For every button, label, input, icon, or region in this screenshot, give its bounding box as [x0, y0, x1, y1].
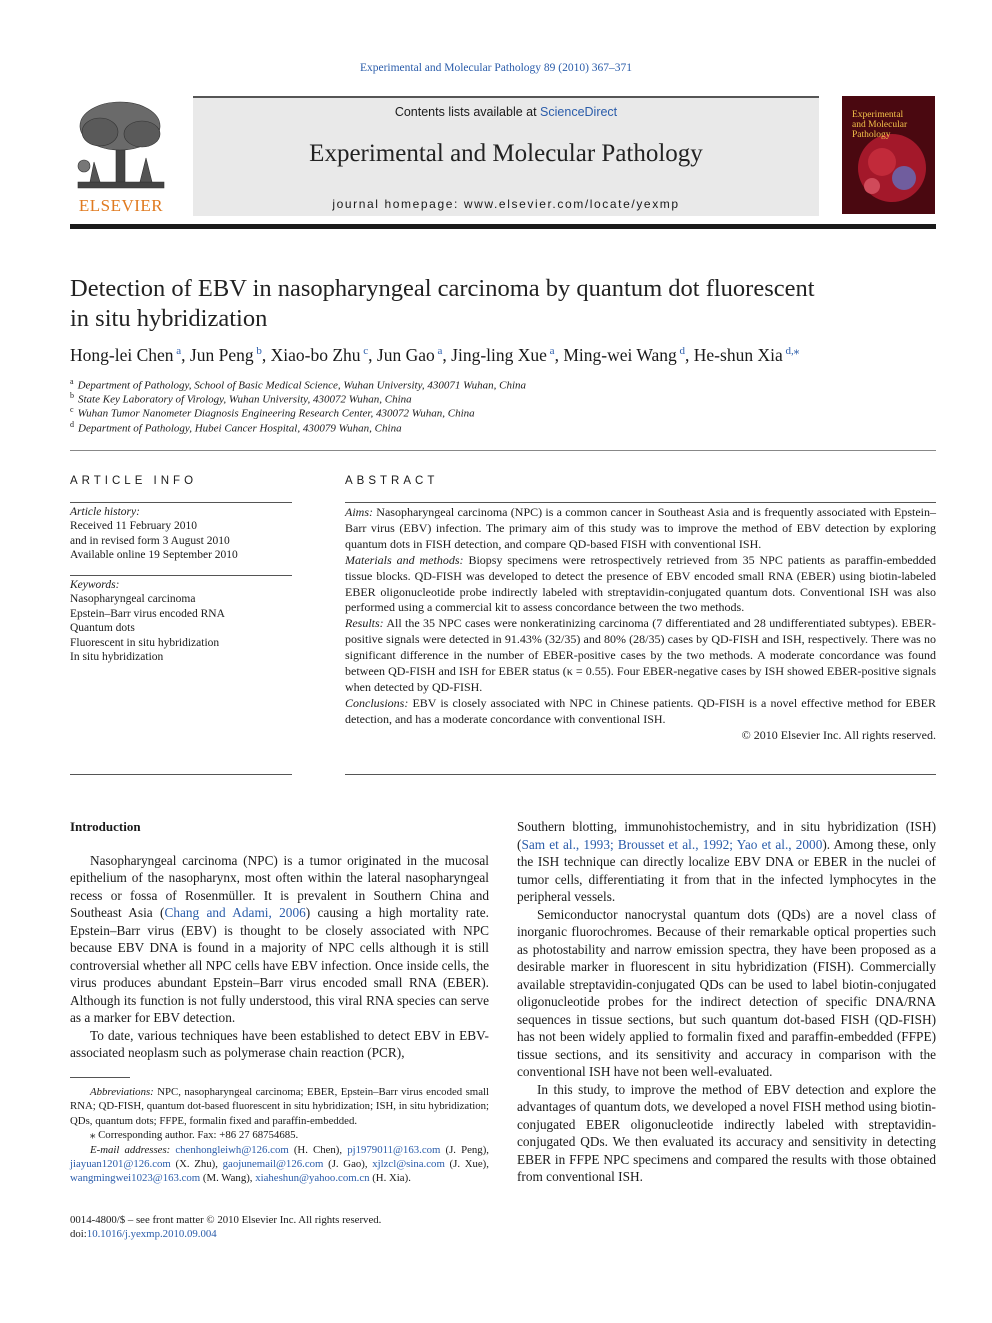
email-link[interactable]: pj1979011@163.com — [347, 1143, 441, 1156]
body-text: Southern blotting, immunohistochemistry, and in situ hybridization (ISH) ( — [517, 819, 936, 852]
email-link[interactable]: gaojunemail@126.com — [222, 1158, 324, 1171]
journal-cover-image — [842, 96, 935, 214]
email-link[interactable]: chenhongleiwh@126.com — [175, 1143, 289, 1156]
journal-title: Experimental and Molecular Pathology — [309, 140, 703, 167]
author-name: He-shun Xia — [693, 344, 783, 365]
body-text: ). Among these, only the ISH technique can directly localize EBV DNA or EBER in the nuclei of tumor cells, differentiating it from that in the infected lymphocytes in the peripheral vessels. — [517, 836, 937, 904]
footnote-abbreviations: Abbreviations: NPC, nasopharyngeal carcinoma; EBER, Epstein–Barr virus encoded small RNA; QD-FISH, quantum dot-based fluorescent in situ hybridization; ISH, in situ hybridization; QDs, quantum dots; FFPE, formalin fixed and paraffin-embedded. — [70, 1086, 489, 1127]
history-online: Available online 19 September 2010 — [70, 549, 238, 562]
body-column-right — [517, 818, 936, 1186]
email-owner: (H. Chen), — [288, 1143, 348, 1156]
footnotes — [70, 1085, 489, 1186]
abstract-methods: Materials and methods: Biopsy specimens were retrospectively retrieved from 35 NPC patients as paraffin-embedded tissue blocks. QD-FISH was developed to detect the presence of EBV encoded small RNA (EBER) using biotin-labeled EBER oligonucleotide probe indirectly labeled with streptavidin-conjugated quantum dots. Conventional ISH was also performed using a commercial kit to assess concordance between the two methods. — [345, 552, 937, 615]
keyword: Quantum dots — [70, 622, 135, 635]
affiliation-d: $^d$ Department of Pathology, Hubei Cancer Hospital, 430079 Wuhan, China — [70, 420, 402, 435]
author-affiliation-marker[interactable]: d — [676, 345, 686, 357]
author-name: Jun Gao — [376, 344, 435, 365]
keywords — [70, 578, 292, 664]
reference-link[interactable]: Sam et al., 1993; Brousset et al., 1992; Yao et al., 2000 — [521, 836, 823, 852]
footnote-rule — [70, 1077, 130, 1078]
title-divider — [70, 450, 936, 451]
author-affiliation-marker[interactable]: a — [546, 345, 555, 357]
email-owner: (J. Xue), — [444, 1158, 489, 1171]
author-name: Jun Peng — [189, 344, 254, 365]
header-rule — [70, 224, 936, 229]
email-owner: (J. Peng), — [440, 1143, 489, 1156]
abstract-body — [345, 505, 936, 744]
body-paragraph: Semiconductor nanocrystal quantum dots (QDs) are a novel class of inorganic fluorochromes. Because of their remarkable optical properties such as photostability and narrow emission spectra, they have been proposed as a desirable marker in fluorescent in situ hybridization (FISH). Commercially available streptavidin-conjugated QDs can be used to label biotin-conjugated oligonucleotide probes for the indirect detection of specific DNA/RNA sequences in tissue sections, but such quantum dot-based FISH (QD-FISH) has not been widely applied to formalin fixed and paraffin-embedded (FFPE) tissue sections, and its sensitivity and accuracy in comparison with the conventional ISH have not been well-evaluated. — [517, 906, 936, 1079]
contents-line — [193, 105, 819, 119]
email-owner: (J. Gao), — [323, 1158, 373, 1171]
keyword: Fluorescent in situ hybridization — [70, 636, 220, 649]
abstract-divider — [345, 502, 936, 503]
abstract-conclusions: Conclusions: EBV is closely associated with NPC in Chinese patients. QD-FISH is a novel effective method for EBER detection, and has a moderate concordance with conventional ISH. — [345, 695, 936, 726]
keyword: In situ hybridization — [70, 651, 164, 664]
author-name: Xiao-bo Zhu — [270, 344, 361, 365]
info-divider — [70, 575, 292, 576]
email-owner: (M. Wang), — [200, 1172, 256, 1185]
sciencedirect-link[interactable]: ScienceDirect — [540, 105, 618, 119]
body-paragraph — [70, 852, 489, 1027]
author-affiliation-marker[interactable]: a — [173, 345, 182, 357]
email-owner: (H. Xia). — [369, 1172, 411, 1185]
author-affiliation-marker[interactable]: d,⁎ — [782, 345, 800, 357]
email-link[interactable]: wangmingwei1023@163.com — [70, 1172, 201, 1185]
abstract-results: Results: All the 35 NPC cases were nonkeratinizing carcinoma (7 differentiated and 28 undifferentiated subtypes). EBER-positive signals were detected in 91.43% (32/35) and 80% (28/35) cases by QD-FISH and ISH, respectively. There was no significant difference in the number of EBER-positive cases by the two methods. A moderate concordance was found between QD-FISH and ISH for EBER status (κ = 0.55). Four EBER-negative cases by ISH showed EBER-positive signals when detected by QD-FISH. — [345, 616, 936, 694]
author-affiliation-marker[interactable]: a — [434, 345, 443, 357]
history-label: Article history: — [70, 506, 140, 518]
reference-link[interactable]: Chang and Adami, 2006 — [164, 905, 306, 920]
issn-block — [70, 1213, 489, 1242]
body-paragraph: In this study, to improve the method of EBV detection and explore the advantages of quantum dots, we developed a novel FISH method using biotin-conjugated EBER oligonucleotide indirectly labeled with streptavidin-conjugated QDs. We then evaluated its accuracy and sensitivity in detecting EBER in FFPE NPC specimens and compared the results with those obtained from conventional ISH. — [517, 1081, 936, 1184]
author-list: Hong-lei Chen $^a$, Jun Peng $^b$, Xiao-bo Zhu $^c$, Jun Gao $^a$, Jing-ling Xue $^a$, Ming-wei Wang $^d$, He-shun Xia $^{d,⁎}$ — [70, 344, 800, 365]
author-affiliation-marker[interactable]: b — [253, 345, 262, 357]
article-title: Detection of EBV in nasopharyngeal carcinoma by quantum dot fluorescent in situ hybridization — [70, 275, 815, 332]
footnote-corresponding: ⁎ Corresponding author. Fax: +86 27 68754685. — [90, 1129, 299, 1142]
body-paragraph — [517, 818, 936, 906]
keyword: Epstein–Barr virus encoded RNA — [70, 607, 225, 620]
affiliation-b: $^b$ State Key Laboratory of Virology, Wuhan University, 430072 Wuhan, China — [70, 391, 412, 406]
abstract-aims: Aims: Nasopharyngeal carcinoma (NPC) is a common cancer in Southeast Asia and is frequently associated with Epstein–Barr virus (EBV) infection. The primary aim of this study was to improve the method of EBV detection by exploring quantum dots in FISH detection, and compare QD-based FISH with conventional ISH. — [345, 505, 936, 551]
journal-homepage[interactable]: journal homepage: www.elsevier.com/locate/yexmp — [332, 197, 680, 211]
contents-prefix: Contents lists available at — [394, 105, 541, 119]
footnote-emails — [70, 1143, 489, 1186]
author-affiliation-marker[interactable]: c — [360, 345, 369, 357]
abstract-divider — [345, 774, 936, 775]
history-revised: and in revised form 3 August 2010 — [70, 534, 230, 547]
body-column-left — [70, 818, 489, 1062]
affiliation-c: $^c$ Wuhan Tumor Nanometer Diagnosis Engineering Research Center, 430072 Wuhan, China — [70, 405, 475, 420]
article-info-heading: ARTICLE INFO — [70, 475, 198, 487]
article-history — [70, 505, 292, 563]
email-owner: (X. Zhu), — [170, 1158, 223, 1171]
body-text: Nasopharyngeal carcinoma (NPC) is a tumor originated in the mucosal epithelium of the nasopharynx, most often within the lateral nasopharyngeal recess or fossa of Rosenmüller. It is prevalent in Southern China and Southeast Asia ( — [70, 852, 489, 920]
info-divider — [70, 502, 292, 503]
doi-line: doi:10.1016/j.yexmp.2010.09.004 — [70, 1228, 217, 1241]
elsevier-wordmark: ELSEVIER — [78, 196, 164, 215]
doi-link[interactable]: 10.1016/j.yexmp.2010.09.004 — [86, 1228, 217, 1241]
journal-citation[interactable]: Experimental and Molecular Pathology 89 (2010) 367–371 — [359, 62, 633, 74]
keywords-label: Keywords: — [70, 579, 120, 591]
history-received: Received 11 February 2010 — [70, 520, 197, 533]
info-divider — [70, 774, 292, 775]
issn-line: 0014-4800/$ – see front matter © 2010 Elsevier Inc. All rights reserved. — [70, 1214, 382, 1226]
body-text: ) causing a high mortality rate. Epstein–Barr virus (EBV) is thought to be closely associated with NPC because EBV DNA is found in a majority of NPC cells although it is still controversial whether all NPC cells have EBV infection. Once inside cells, the virus produces abundant Epstein–Barr virus encoded small RNA (EBER). Although its function is not fully understood, this viral RNA species can serve as a marker for EBV detection. — [70, 905, 489, 1025]
body-paragraph: To date, various techniques have been established to detect EBV in EBV-associated neoplasm such as polymerase chain reaction (PCR), — [70, 1027, 489, 1060]
email-link[interactable]: xiaheshun@yahoo.com.cn — [255, 1172, 370, 1185]
email-label: E-mail addresses: — [90, 1143, 176, 1156]
author-name: Ming-wei Wang — [563, 344, 677, 365]
keyword: Nasopharyngeal carcinoma — [70, 593, 196, 606]
abstract-heading: ABSTRACT — [345, 475, 439, 487]
email-link[interactable]: xjlzcl@sina.com — [372, 1158, 445, 1171]
cover-title: Experimental and Molecular Pathology — [852, 110, 908, 140]
section-heading-introduction: Introduction — [70, 819, 141, 834]
affiliation-a: $^a$ Department of Pathology, School of Basic Medical Science, Wuhan University, 430071 Wuhan, China — [70, 377, 527, 392]
email-link[interactable]: jiayuan1201@126.com — [70, 1158, 171, 1171]
author-name: Hong-lei Chen — [70, 344, 174, 365]
author-name: Jing-ling Xue — [451, 344, 547, 365]
copyright: © 2010 Elsevier Inc. All rights reserved. — [741, 727, 936, 742]
